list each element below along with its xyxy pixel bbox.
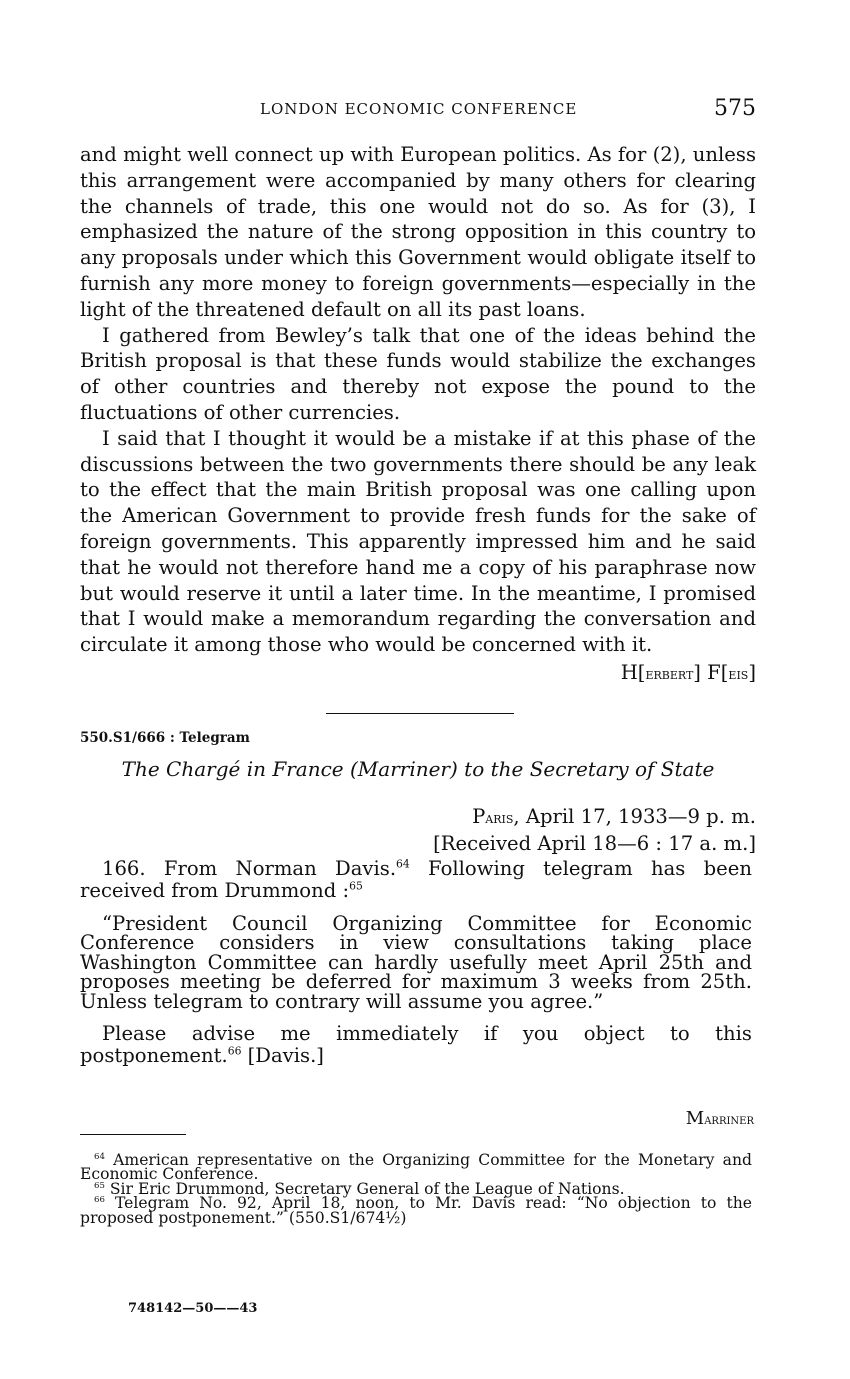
memo-signature (80, 660, 756, 687)
closing-initial: M (685, 1108, 705, 1129)
footnote-text: American representative on the Organizing Committee for the Monetary and Economic Conference. (80, 1151, 752, 1184)
footnote-ref: 64 (396, 857, 410, 871)
dateline (433, 804, 756, 857)
telegram-advise (80, 1023, 752, 1067)
section-divider (326, 713, 514, 714)
signature-part: ] (748, 660, 756, 684)
document-heading: The Chargé in France (Marriner) to the Secretary of State (121, 757, 715, 781)
memo-paragraph-1: and might well connect up with European politics. As for (2), unless this arrangement were accompanied by many others for clearing the channels of trade, this one would not do so. As for (3), I emphasized the nature of the strong opposition in this country to any proposals under which this Government would obligate itself to furnish any more money to foreign governments—especially in the light of the threatened default on all its past loans. (80, 143, 756, 321)
footnote-divider (80, 1134, 186, 1135)
footnotes (80, 1153, 752, 1225)
footnote-ref: 66 (227, 1044, 242, 1058)
telegram-quote: “President Council Organizing Committee for Economic Conference considers in view consultations taking place Washington Committee can hardly usefully meet April 25th and proposes meeting be deferred for maximum 3 weeks from 25th. Unless telegram to contrary will assume you agree.” (80, 912, 752, 1013)
telegram-paragraph-1-text: 166. From Norman Davis. (102, 857, 397, 880)
dateline-received: [Received April 18—6 : 17 a. m.] (433, 832, 756, 855)
closing-rest: arriner (704, 1111, 754, 1128)
closing-signature (686, 1108, 754, 1129)
footnote-text: Sir Eric Drummond, Secretary General of the League of Nations. (104, 1179, 625, 1198)
dateline-date: , April 17, 1933—9 p. m. (513, 805, 756, 828)
telegram-paragraph-1 (80, 858, 752, 902)
signature-part: erbert (645, 663, 694, 683)
telegram-paragraph-1-cont: Following telegram has been received from Drummond : (80, 857, 752, 902)
telegram-advise-end: [Davis.] (241, 1044, 324, 1068)
memo-paragraph-2: I gathered from Bewley’s talk that one of the ideas behind the British proposal is that these funds would stabilize the exchanges of other countries and thereby not expose the pound to the fluctuations of other currencies. (80, 323, 756, 424)
telegram-advise-text: Please advise me immediately if you object to this postponement. (80, 1022, 752, 1068)
footnote-ref: 65 (349, 879, 363, 893)
running-title: LONDON ECONOMIC CONFERENCE (260, 100, 578, 118)
signature-part: eis (728, 663, 749, 683)
footnote-mark: 66 (94, 1195, 105, 1206)
signature-part: ] F[ (693, 660, 729, 684)
footnote (80, 1153, 752, 1182)
footnote-text: Telegram No. 92, April 18, noon, to Mr. Davis read: “No objection to the proposed postponement.” (550.S1/674½) (80, 1194, 752, 1227)
running-head (80, 96, 756, 124)
file-number: 550.S1/666 : Telegram (80, 730, 250, 746)
memo-paragraph-3: I said that I thought it would be a mistake if at this phase of the discussions between the two governments there should be any leak to the effect that the main British proposal was one calling upon the American Government to provide fresh funds for the sake of foreign governments. This apparently impressed him and he said that he would not therefore hand me a copy of his paraphrase now but would reserve it until a later time. In the meantime, I promised that I would make a memorandum regarding the conversation and circulate it among those who would be concerned with it. (80, 426, 756, 657)
dateline-sent (433, 804, 756, 831)
footnote-mark: 64 (94, 1152, 105, 1162)
memo-body (80, 142, 756, 687)
telegram-body (80, 858, 752, 1067)
page-number: 575 (714, 96, 756, 121)
print-code: 748142—50——43 (128, 1301, 258, 1316)
footnote (80, 1196, 752, 1225)
signature-part: H[ (620, 660, 646, 684)
dateline-place-rest: aris (485, 808, 514, 827)
dateline-place-initial: P (472, 805, 486, 828)
footnote-mark: 65 (94, 1180, 105, 1191)
